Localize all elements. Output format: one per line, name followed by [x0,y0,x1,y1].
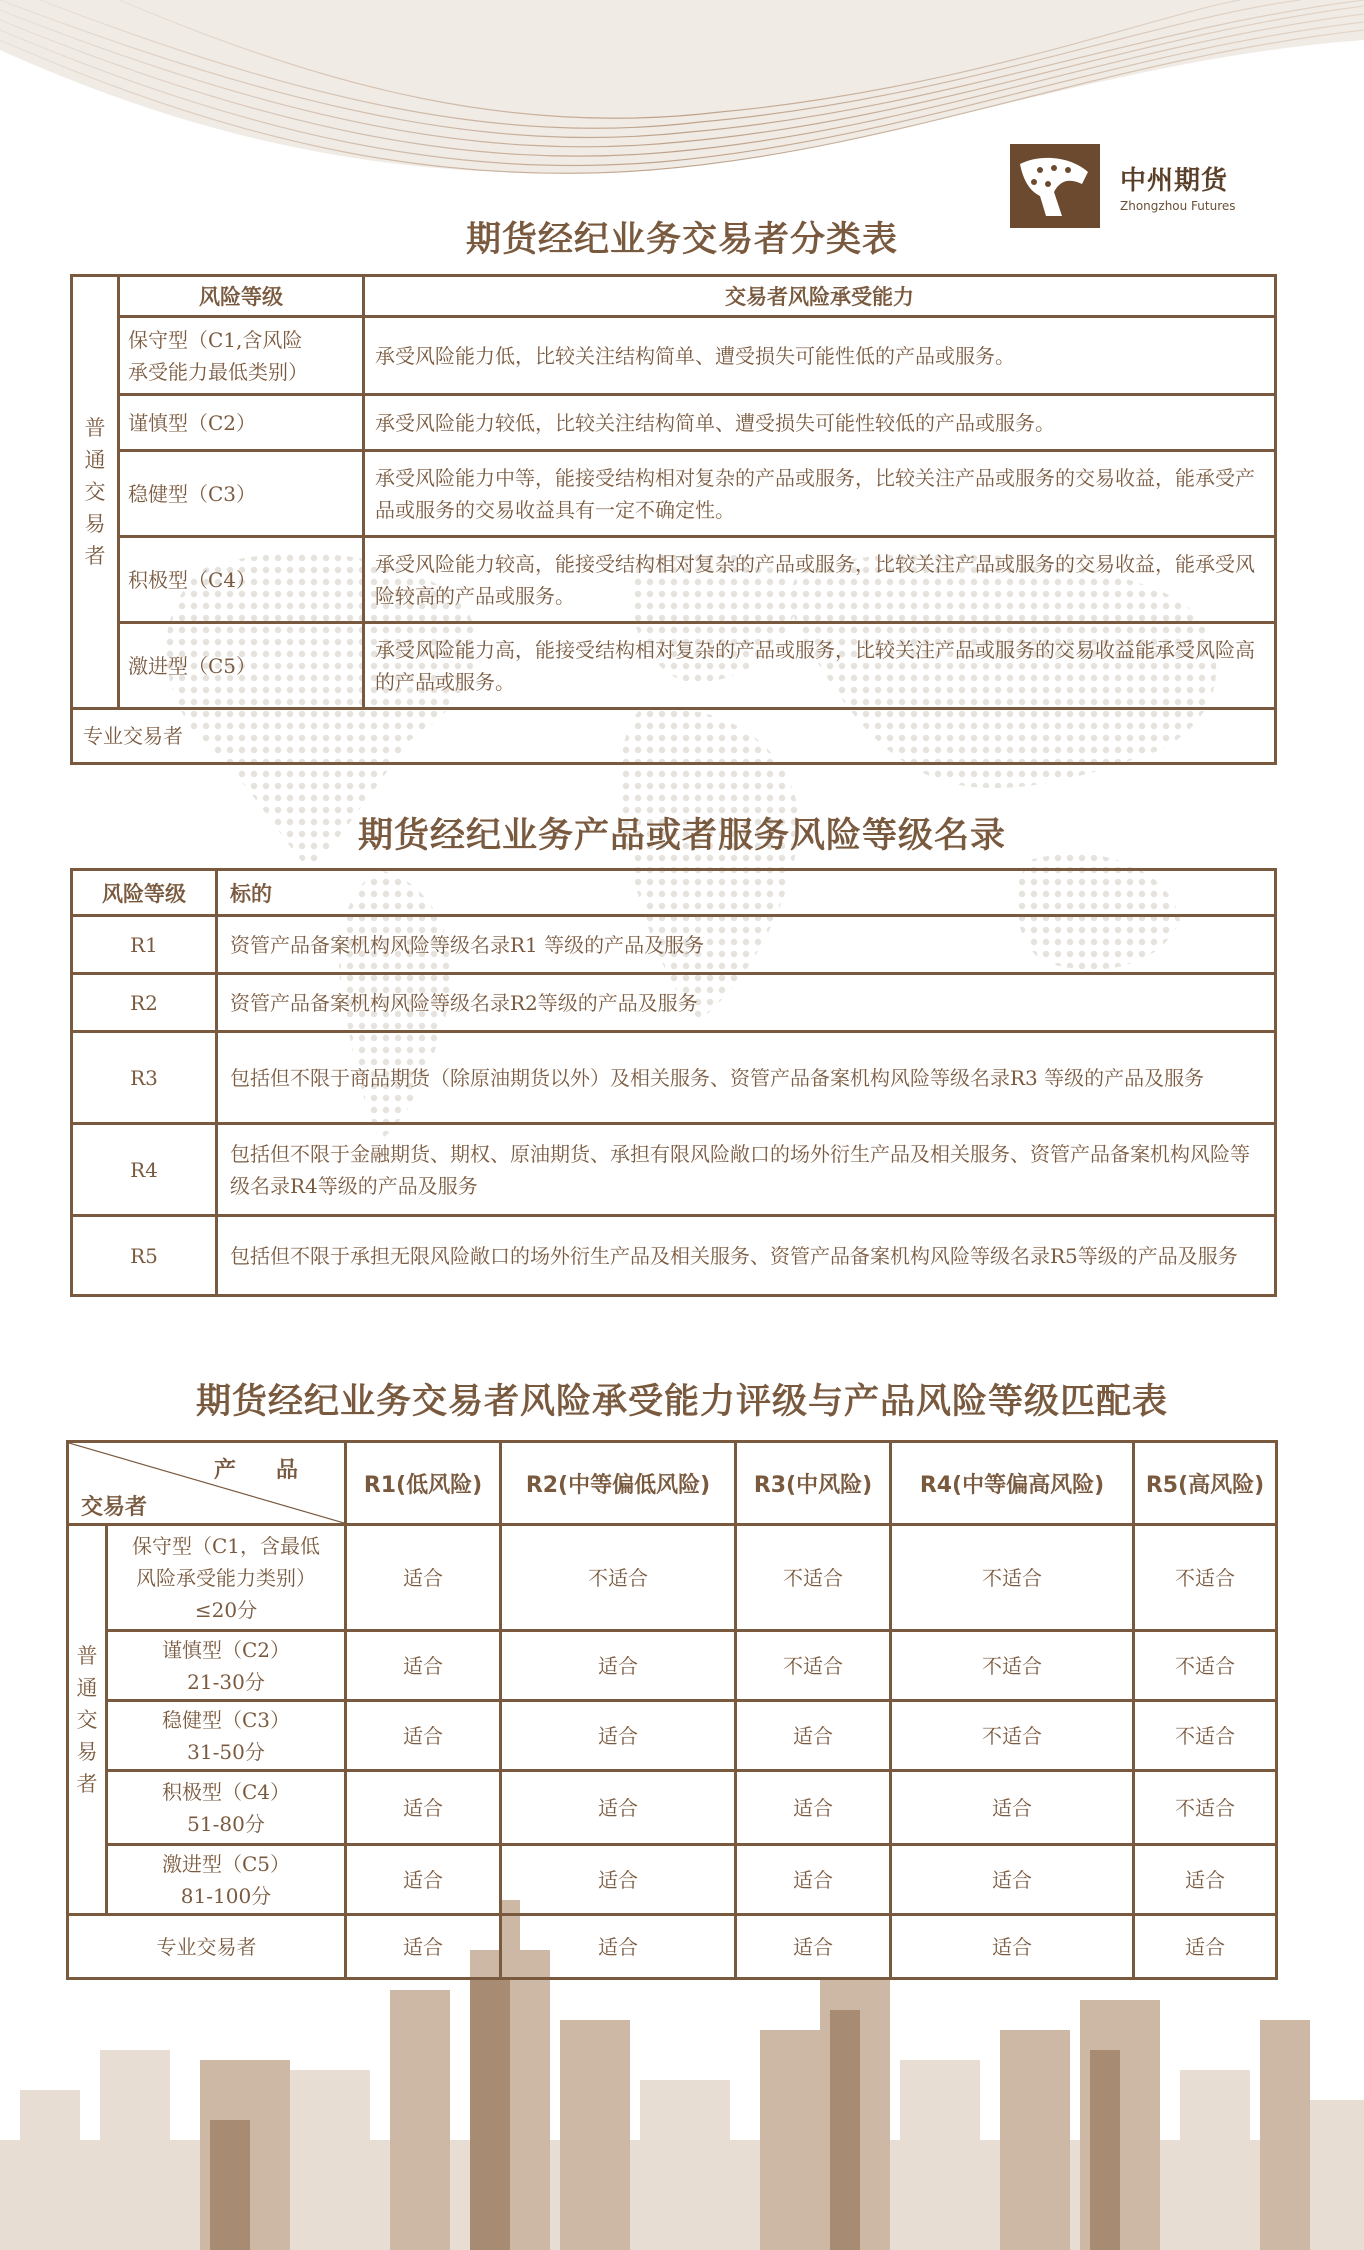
level-cell: 积极型（C4） [119,537,364,623]
match-cell: 适合 [501,1771,736,1845]
target-cell: 包括但不限于承担无限风险敞口的场外衍生产品及相关服务、资管产品备案机构风险等级名录R5等级的产品及服务 [217,1216,1276,1296]
ability-cell: 承受风险能力中等，能接受结构相对复杂的产品或服务，比较关注产品或服务的交易收益，能承受产品或服务的交易收益具有一定不确定性。 [364,451,1276,537]
risk-matching-table [66,1440,1278,1980]
header-target: 标的 [217,870,1276,916]
ability-cell: 承受风险能力低，比较关注结构简单、遭受损失可能性低的产品或服务。 [364,317,1276,395]
table2-title: 期货经纪业务产品或者服务风险等级名录 [357,816,1006,856]
level-cell: 谨慎型（C2） [119,395,364,451]
level-cell: 保守型（C1,含风险 承受能力最低类别） [119,317,364,395]
match-cell: 不适合 [736,1525,891,1631]
trader-level-cell: 激进型（C5） 81-100分 [107,1845,346,1915]
match-cell: 适合 [501,1631,736,1701]
column-header-r4: R4(中等偏高风险) [891,1442,1134,1525]
header-risk-ability: 交易者风险承受能力 [364,276,1276,317]
ability-cell: 承受风险能力较高，能接受结构相对复杂的产品或服务，比较关注产品或服务的交易收益，能承受风险较高的产品或服务。 [364,537,1276,623]
table-row [68,1845,1277,1915]
risk-level-cell: R5 [72,1216,217,1296]
table-row [72,623,1276,709]
group-label-ordinary: 普 通 交 易 者 [68,1525,107,1915]
table-row [68,1701,1277,1771]
match-cell: 适合 [891,1915,1134,1979]
target-cell: 资管产品备案机构风险等级名录R2等级的产品及服务 [217,974,1276,1032]
table-row [72,916,1276,974]
match-cell: 适合 [346,1915,501,1979]
target-cell: 包括但不限于金融期货、期权、原油期货、承担有限风险敞口的场外衍生产品及相关服务、资管产品备案机构风险等级名录R4等级的产品及服务 [217,1124,1276,1216]
table-row [72,1216,1276,1296]
match-cell: 适合 [346,1701,501,1771]
corner-header [68,1442,346,1525]
brand-name-cn: 中州期货 [1120,165,1229,196]
table3-title: 期货经纪业务交易者风险承受能力评级与产品风险等级匹配表 [195,1382,1168,1422]
match-cell: 适合 [1134,1915,1277,1979]
match-cell: 适合 [891,1845,1134,1915]
match-cell: 不适合 [891,1631,1134,1701]
table-row [68,1771,1277,1845]
match-cell: 适合 [346,1845,501,1915]
corner-trader-label: 交易者 [81,1495,148,1520]
match-cell: 不适合 [891,1525,1134,1631]
trader-level-cell: 稳健型（C3） 31-50分 [107,1701,346,1771]
match-cell: 不适合 [736,1631,891,1701]
match-cell: 适合 [736,1915,891,1979]
match-cell: 适合 [501,1701,736,1771]
brand-name-en: Zhongzhou Futures [1120,198,1236,213]
trader-level-cell: 谨慎型（C2） 21-30分 [107,1631,346,1701]
match-cell: 适合 [346,1771,501,1845]
group-label-ordinary: 普 通 交 易 者 [72,276,119,709]
match-cell: 适合 [736,1771,891,1845]
table-row [72,317,1276,395]
column-header-r1: R1(低风险) [346,1442,501,1525]
table-row [68,1915,1277,1979]
ability-cell: 承受风险能力高，能接受结构相对复杂的产品或服务，比较关注产品或服务的交易收益能承受风险高的产品或服务。 [364,623,1276,709]
table-row [72,1032,1276,1124]
level-cell: 稳健型（C3） [119,451,364,537]
match-cell: 不适合 [1134,1771,1277,1845]
ability-cell: 承受风险能力较低，比较关注结构简单、遭受损失可能性较低的产品或服务。 [364,395,1276,451]
risk-level-cell: R4 [72,1124,217,1216]
table-row [72,395,1276,451]
match-cell: 不适合 [891,1701,1134,1771]
table-row [72,974,1276,1032]
pro-trader-row: 专业交易者 [72,709,1276,764]
match-cell: 适合 [891,1771,1134,1845]
column-header-r3: R3(中风险) [736,1442,891,1525]
table-row [68,1631,1277,1701]
match-cell: 不适合 [1134,1525,1277,1631]
match-cell: 适合 [736,1701,891,1771]
table-row [68,1525,1277,1631]
match-cell: 适合 [346,1631,501,1701]
match-cell: 适合 [501,1915,736,1979]
column-header-r5: R5(高风险) [1134,1442,1277,1525]
target-cell: 资管产品备案机构风险等级名录R1 等级的产品及服务 [217,916,1276,974]
trader-level-cell: 保守型（C1，含最低 风险承受能力类别） ≤20分 [107,1525,346,1631]
level-cell: 激进型（C5） [119,623,364,709]
match-cell: 适合 [346,1525,501,1631]
match-cell: 适合 [501,1845,736,1915]
pro-trader-label: 专业交易者 [68,1915,346,1979]
table1-title: 期货经纪业务交易者分类表 [465,220,898,260]
table-row [72,537,1276,623]
header-risk-level: 风险等级 [72,870,217,916]
risk-level-cell: R2 [72,974,217,1032]
trader-level-cell: 积极型（C4） 51-80分 [107,1771,346,1845]
product-risk-level-table [70,868,1277,1297]
target-cell: 包括但不限于商品期货（除原油期货以外）及相关服务、资管产品备案机构风险等级名录R3 等级的产品及服务 [217,1032,1276,1124]
match-cell: 适合 [736,1845,891,1915]
risk-level-cell: R3 [72,1032,217,1124]
match-cell: 不适合 [1134,1631,1277,1701]
match-cell: 不适合 [1134,1701,1277,1771]
risk-level-cell: R1 [72,916,217,974]
column-header-r2: R2(中等偏低风险) [501,1442,736,1525]
trader-classification-table [70,274,1277,765]
match-cell: 适合 [1134,1845,1277,1915]
corner-product-label: 产品 [213,1458,338,1483]
table-row [72,451,1276,537]
header-risk-level: 风险等级 [119,276,364,317]
match-cell: 不适合 [501,1525,736,1631]
table-row [72,1124,1276,1216]
